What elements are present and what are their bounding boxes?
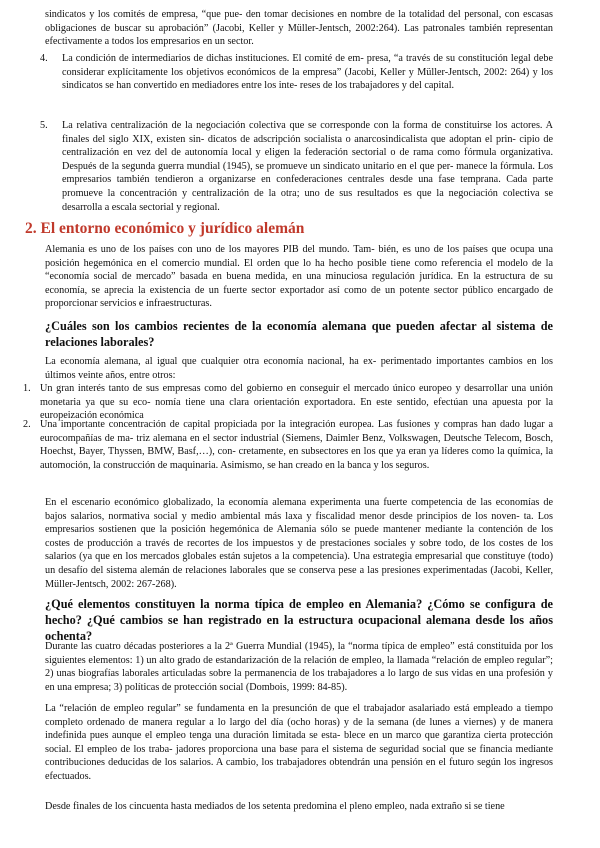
question-1-intro bbox=[45, 355, 553, 382]
list-item-number: 2. bbox=[23, 419, 31, 430]
question-2-paragraph-1-text: Durante las cuatro décadas posteriores a la 2ª Guerra Mundial (1945), la “norma típica de empleo” está constituida por los siguientes elementos: 1) un alto grado de estandarización de la relación de empleo, la llamada “relación de empleo regular”; 2) unas biografías laborales articuladas sobre la permanencia de los trabajadores a lo largo de sus vidas en una profesión y en una empresa; 3) políticas de protección social (Dombois, 1999: 84-85). bbox=[45, 641, 553, 693]
section-intro-text: Alemania es uno de los países con uno de los mayores PIB del mundo. Tam- bién, es uno de los países que ocupa una posición hegemónica en el comercio mundial. El orden que lo ha hecho posible tiene como referencia el modelo de la “economía social de mercado” basada en buena medida, en una minuciosa regulación jurídica. En la estructura de su economía, se aprecia la existencia de un fuerte sector exportador así como de un potente sector público encargado de proporcionar servicios e infraestructuras. bbox=[45, 244, 553, 310]
list-item-number: 5. bbox=[40, 120, 48, 131]
list-item-text: La relativa centralización de la negociación colectiva que se corresponde con la forma de constituirse los actores. A finales del siglo XIX, existen sin- dicatos de adscripción socialista o anarcosindicalista que adoptan el prin- cipio de centralización en vez del de autonomía local y eligen la federación sectorial o de rama como fórmula organizativa. Después de la segunda guerra mundial (1945), se promueve un sindicato unitario en el que per- manece la fórmula. Los empresarios también tendieron a organizarse en confederaciones centrales desde una fase temprana. Cada parte promueve la concentración y centralización de la otra; uno de sus resultados es que la negociación colectiva se desarrolla a escala sectorial y regional. bbox=[62, 120, 553, 213]
question-2-paragraph-1 bbox=[45, 640, 553, 694]
question-2-paragraph-3-text: Desde finales de los cincuenta hasta mediados de los setenta predomina el pleno empleo, nada extraño si se tiene bbox=[45, 801, 505, 812]
list-item-text: La condición de intermediarios de dichas instituciones. El comité de em- presa, “a través de su constitución legal debe considerar explícitamente los objetivos económicos de la empresa” (Jacobi, Keller y Müller-Jentsch, 2002: 264) y los sindicatos se han convertido en mediadores entre los inte- reses de los trabajadores y del capital. bbox=[62, 53, 553, 92]
question-1-paragraph bbox=[45, 496, 553, 591]
section-intro bbox=[45, 243, 553, 311]
question-2-paragraph-2 bbox=[45, 702, 553, 784]
section-heading: 2. El entorno económico y jurídico alemán bbox=[25, 220, 305, 237]
question-heading-1: ¿Cuáles son los cambios recientes de la economía alemana que pueden afectar al sistema de relaciones laborales? bbox=[45, 319, 553, 349]
intro-continuation-text: sindicatos y los comités de empresa, “que pue- den tomar decisiones en nombre de la totalidad del personal, con escasas obligaciones de buscar su aprobación” (Jacobi, Keller y Müller-Jentsch, 2002:264). Las patronales también representan efectivamente a todos los empresarios en un sector. bbox=[45, 9, 553, 48]
intro-continuation bbox=[45, 8, 553, 49]
question-1-paragraph-text: En el escenario económico globalizado, la economía alemana experimenta una fuerte competencia de las economías de bajos salarios, normativa social y medio ambiental más laxa y fiscalidad menor desde principios de los noven- ta. Los empresarios sostienen que la posición hegemónica de Alemania sólo se puede mantener mediante la contención de los costes de producción a través de recortes de los impuestos y de prestaciones sociales y sobre todo, de los costes de los salarios (ya que en los mercados globales están sujetos a la competencia). Una estrategia empresarial que constituye (todo) un desafío del sistema alemán de relaciones laborales que se conserva pese a las presiones experimentadas (Jacobi, Keller, Müller-Jentsch, 2002: 267-268). bbox=[45, 497, 553, 590]
question-2-paragraph-2-text: La “relación de empleo regular” se fundamenta en la presunción de que el trabajador asalariado está empleado a tiempo completo ordenado de manera regular a lo largo del día (ocho horas) y de la semana (de lunes a viernes) y de manera indefinida pues aunque el empleo tenga una duración limitada se esta- blece en un marco que garantiza cierta protección social. El empleo de los traba- jadores proporciona una base para el sistema de seguridad social que se financia mediante contribuciones deducidas de los salarios. A cambio, los trabajadores obtendrán una pensión en el futuro según los ingresos efectuados. bbox=[45, 703, 553, 782]
question-2-paragraph-3 bbox=[45, 800, 553, 814]
question-1-intro-text: La economía alemana, al igual que cualquier otra economía nacional, ha ex- perimentado importantes cambios en los últimos veinte años, entre otros: bbox=[45, 356, 553, 381]
list-item-number: 1. bbox=[23, 383, 31, 394]
question-heading-2: ¿Qué elementos constituyen la norma típica de empleo en Alemania? ¿Cómo se configura de hecho? ¿Qué cambios se han registrado en la estructura ocupacional alemana desde los años ochenta? bbox=[45, 597, 553, 643]
list-item-text: Un gran interés tanto de sus empresas como del gobierno en conseguir el mercado único europeo y desarrollar una unión monetaria ya que su eco- nomía tiene una clara orientación exportadora. En este sentido, efectúan una apuesta por la europeización económica bbox=[40, 383, 553, 422]
list-item-number: 4. bbox=[40, 53, 48, 64]
list-item-text: Una importante concentración de capital propiciada por la integración europea. Las fusiones y compras han dado lugar a eurocompañías de ma- triz alemana en el sector industrial (Siemens, Daimler Benz, Volkswagen, Deutsche Telecom, Bosch, Hoechst, Bayer, Thyssen, BMW, Basf,…), con- cretamente, en subsectores en los que ya eran ya líderes como la química, la automoción, la construcción de maquinaria. Asimismo, se han creado en la banca y los seguros. bbox=[40, 419, 553, 471]
